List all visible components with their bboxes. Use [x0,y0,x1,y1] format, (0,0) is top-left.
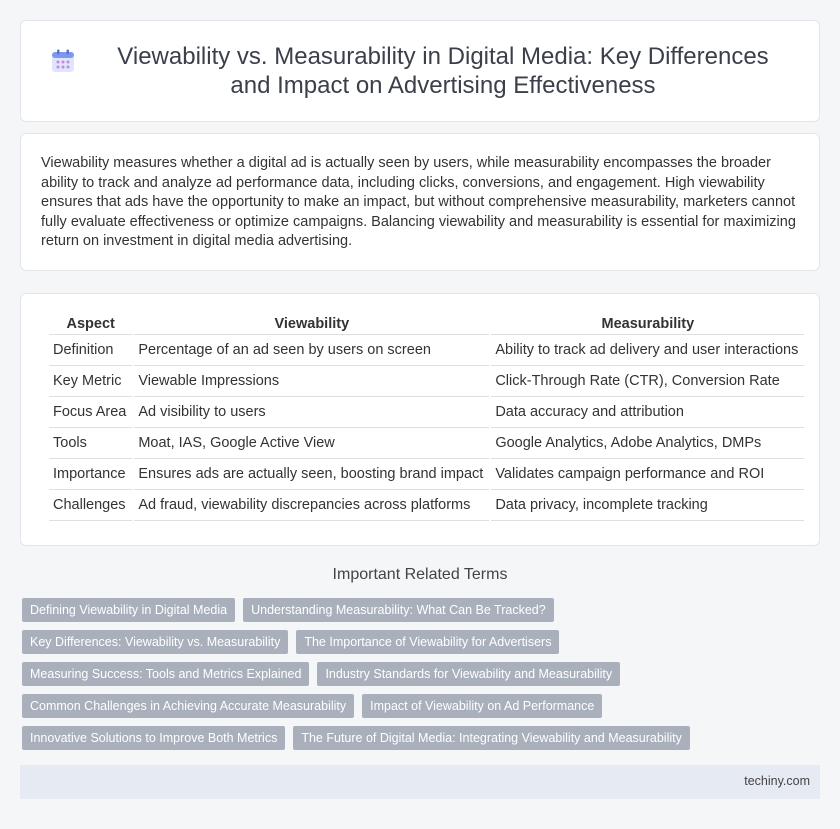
table-cell: Ensures ads are actually seen, boosting brand impact [134,459,489,490]
table-row [49,397,804,428]
intro-card [20,133,820,271]
related-term-tag[interactable]: Understanding Measurability: What Can Be Tracked? [243,598,554,622]
related-term-tag[interactable]: Defining Viewability in Digital Media [22,598,235,622]
table-cell: Key Metric [49,366,132,397]
table-cell: Google Analytics, Adobe Analytics, DMPs [491,428,804,459]
related-term-tag[interactable]: Innovative Solutions to Improve Both Metrics [22,726,285,750]
comparison-table [47,310,806,521]
related-term-tag[interactable]: Impact of Viewability on Ad Performance [362,694,602,718]
table-cell: Viewable Impressions [134,366,489,397]
related-term-tag[interactable]: The Importance of Viewability for Advertisers [296,630,559,654]
related-term-tag[interactable]: Key Differences: Viewability vs. Measurability [22,630,288,654]
column-header-aspect: Aspect [49,310,132,335]
table-cell: Data privacy, incomplete tracking [491,490,804,521]
related-terms-list [22,598,822,750]
table-cell: Focus Area [49,397,132,428]
footer-site-link[interactable]: techiny.com [744,774,810,788]
table-row [49,366,804,397]
intro-paragraph: Viewability measures whether a digital ad is actually seen by users, while measurability encompasses the broader ability to track and analyze ad performance data, including clicks, conversions, and engagement. High viewability ensures that ads have the opportunity to make an impact, but without comprehensive measurability, marketers cannot fully evaluate effectiveness or optimize campaigns. Balancing viewability and measurability is essential for maximizing return on investment in digital media advertising. [41,155,796,250]
table-cell: Percentage of an ad seen by users on screen [134,335,489,366]
table-cell: Challenges [49,490,132,521]
column-header-measurability: Measurability [491,310,804,335]
page-title: Viewability vs. Measurability in Digital Media: Key Differences and Impact on Advertising Effectiveness [117,43,769,99]
table-header-row [49,310,804,335]
table-row [49,459,804,490]
related-term-tag[interactable]: Industry Standards for Viewability and Measurability [317,662,620,686]
table-cell: Ad visibility to users [134,397,489,428]
table-cell: Moat, IAS, Google Active View [134,428,489,459]
table-cell: Validates campaign performance and ROI [491,459,804,490]
comparison-table-card [20,293,820,546]
footer [20,765,820,799]
table-cell: Click-Through Rate (CTR), Conversion Rate [491,366,804,397]
table-cell: Ability to track ad delivery and user interactions [491,335,804,366]
table-row [49,335,804,366]
table-cell: Definition [49,335,132,366]
table-cell: Importance [49,459,132,490]
table-row [49,490,804,521]
column-header-viewability: Viewability [134,310,489,335]
related-term-tag[interactable]: Common Challenges in Achieving Accurate Measurability [22,694,354,718]
table-cell: Tools [49,428,132,459]
table-cell: Data accuracy and attribution [491,397,804,428]
table-row [49,428,804,459]
related-term-tag[interactable]: Measuring Success: Tools and Metrics Explained [22,662,309,686]
related-terms-title: Important Related Terms [332,566,508,583]
header-card [20,20,820,122]
table-cell: Ad fraud, viewability discrepancies across platforms [134,490,489,521]
related-term-tag[interactable]: The Future of Digital Media: Integrating Viewability and Measurability [293,726,690,750]
calendar-icon [50,48,76,74]
